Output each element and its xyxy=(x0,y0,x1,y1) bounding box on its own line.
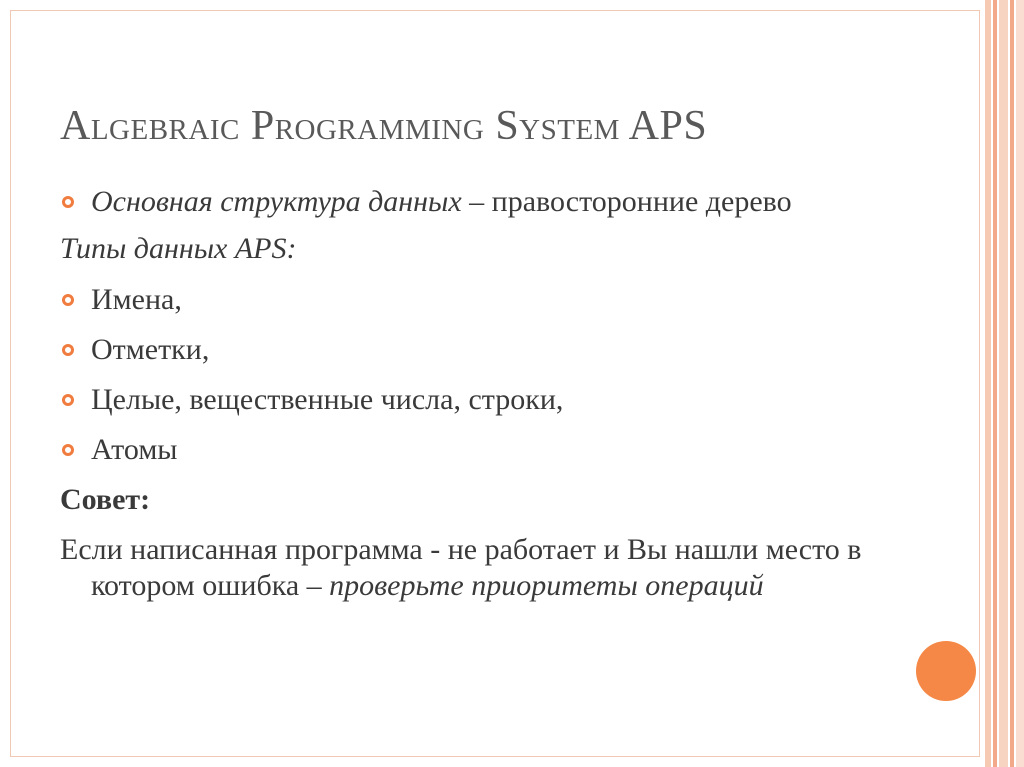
decor-stripe xyxy=(993,0,997,767)
advice-body: Если написанная программа - не работает и Вы нашли место в котором ошибка – xyxy=(60,533,862,602)
bullet-type-names xyxy=(60,282,920,318)
bullet-type-numbers xyxy=(60,382,920,418)
bullet-icon xyxy=(62,444,74,456)
advice-em: проверьте приоритеты операций xyxy=(329,569,764,602)
type-labels: Отметки, xyxy=(91,333,210,366)
decor-stripe xyxy=(985,0,991,767)
bullet-structure xyxy=(60,184,920,220)
advice-text xyxy=(60,532,891,604)
advice-heading: Совет: xyxy=(60,483,151,516)
bullet-icon xyxy=(62,294,74,306)
bullet-icon xyxy=(62,394,74,406)
bullet-icon xyxy=(62,344,74,356)
structure-rest: – правосторонние дерево xyxy=(461,185,792,218)
decor-stripe xyxy=(1010,0,1014,767)
type-names: Имена, xyxy=(91,283,182,316)
structure-em: Основная структура данных xyxy=(91,185,462,218)
types-heading: Типы данных APS: xyxy=(60,232,297,265)
bullet-icon xyxy=(62,196,74,208)
slide-body xyxy=(60,184,920,604)
type-atoms: Атомы xyxy=(91,433,178,466)
decor-stripe xyxy=(1016,0,1024,767)
type-numbers: Целые, вещественные числа, строки, xyxy=(91,383,564,416)
bullet-type-labels xyxy=(60,332,920,368)
slide-title: Algebraic Programming System APS xyxy=(60,103,708,149)
decor-circle xyxy=(916,641,976,701)
bullet-type-atoms xyxy=(60,432,920,468)
decor-stripe xyxy=(999,0,1008,767)
